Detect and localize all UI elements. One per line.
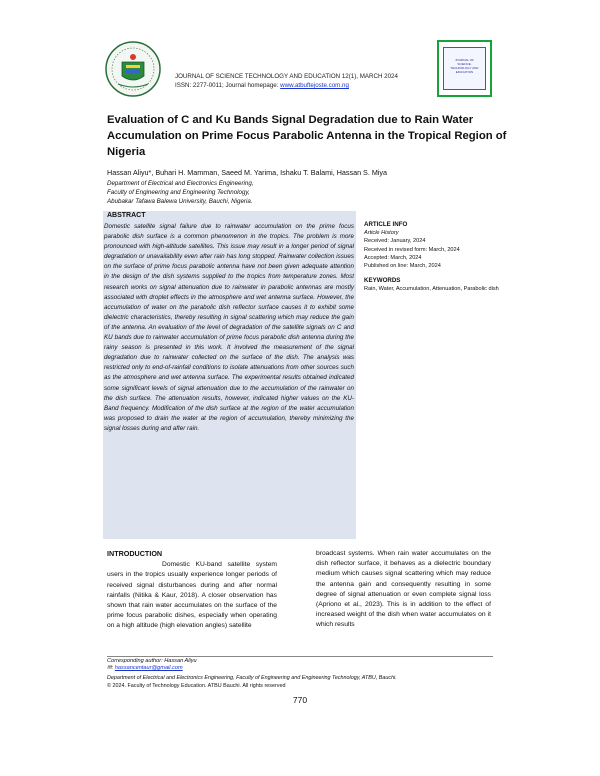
page-number: 770 xyxy=(292,695,308,705)
article-history-label: Article History xyxy=(364,230,399,237)
author-email-link[interactable]: hassancentaur@gmail.com xyxy=(114,665,183,672)
introduction-heading: INTRODUCTION xyxy=(107,549,163,558)
affiliation-department: Department of Electrical and Electronics Engineering, xyxy=(107,180,254,187)
introduction-paragraph-left: Domestic KU-band satellite system users in the tropics usually experience longer periods of received signal disturbances during and after normal rainfalls (Nitika & Kaur, 2018). A closer observation has shown that rain water accumulates on the surface of the prime focus parabolic dishes, especially when operating on a high altitude (high elevation angles) satellite xyxy=(107,561,277,630)
affiliation-faculty: Faculty of Engineering and Engineering Technology, xyxy=(107,189,250,196)
email-icon: ✉: xyxy=(107,665,115,672)
university-logo xyxy=(104,40,162,98)
received-date: Received: January, 2024 xyxy=(364,238,426,245)
author-list: Hassan Aliyu*, Buhari H. Mamman, Saeed M. Yarima, Ishaku T. Balami, Hassan S. Miya xyxy=(107,168,388,177)
abstract-text: Domestic satellite signal failure due to rainwater accumulation on the prime focus parabolic dish surface is a common phenomenon in the tropics. The problem is more pronounced with high-altitude satellites. This issue may result in a longer period of signal degradation or unavailability even after rain has long stopped. Rainwater collection issues on the surface of prime focus parabolic antenna have not been given adequate attention in the design of the dish systems supplied to the tropics from temperature zones. Most research works on signal attenuation due to rainwater in parabolic antennas are mostly associated with droplet effects in the atmosphere and wet antenna surface. However, the accumulation of water on the parabolic dish reflector surface causes it to exhibit some dielectric characteristics, thereby resulting in signal scattering which may reduce the gain of the antenna. An evaluation of the level of degradation of the satellite signals on C and KU bands due to rainwater accumulation of prime focus parabolic dish antenna during the rainy season is presented in this work. It involved the measurement of the signal degradation due to rainwater collected on the surface of the dish. The analysis was restricted only to end-of-rainfall conditions to isolate attenuations from other sources such as the atmosphere and wet antenna surface. The experimental results obtained indicated some significant levels of signal attenuation due to the accumulation of the rainwater on the dish surface. The attenuation results, however, indicated higher values on the KU-Band frequency. Modification of the dish surface at the region of the water accumulation was proposed to drain the water at the region of accumulation, thereby minimizing the signal losses during and after rain. xyxy=(104,223,354,432)
keywords-heading: KEYWORDS xyxy=(364,277,401,285)
cover-title: JOURNAL OF SCIENCE, TECHNOLOGY AND EDUCATION xyxy=(450,58,479,74)
issn-text: ISSN: 2277-0011; Journal homepage: xyxy=(175,82,281,89)
cover-panel xyxy=(443,47,486,90)
published-date: Published on line: March, 2024 xyxy=(364,263,441,270)
journal-cover-image xyxy=(437,40,492,97)
footer-divider xyxy=(107,656,493,657)
article-info-heading: ARTICLE INFO xyxy=(364,221,408,228)
footer-notes xyxy=(107,674,397,690)
corresponding-author: Corresponding author: Hassan Aliyu xyxy=(107,658,197,664)
introduction-left-column xyxy=(107,549,277,632)
accepted-date: Accepted: March, 2024 xyxy=(364,254,422,261)
corresponding-block xyxy=(107,658,197,673)
article-info xyxy=(364,221,504,294)
introduction-paragraph-right: broadcast systems. When rain water accumulates on the dish reflector surface, it behaves as a dielectric boundary medium which causes signal scattering which may reduce the antenna gain and consequently resulting in some degree of signal attenuation or even complete signal loss (Apriono et al., 2023). This is in addition to the effect of increased weight of the dish when water accumulates on it which results xyxy=(316,550,491,629)
journal-title-line: JOURNAL OF SCIENCE TECHNOLOGY AND EDUCATION 12(1), MARCH 2024 xyxy=(175,73,398,80)
article-title: Evaluation of C and Ku Bands Signal Degradation due to Rain Water Accumulation on Prime Focus Parabolic Antenna in the Tropical Region of Nigeria xyxy=(107,114,507,158)
affiliation-university: Abubakar Tafawa Balewa University, Bauchi, Nigeria. xyxy=(107,198,253,205)
abstract-heading: ABSTRACT xyxy=(107,212,146,219)
email-line xyxy=(107,665,197,672)
issn-line xyxy=(175,81,425,90)
footer-department: Department of Electrical and Electronics Engineering, Faculty of Engineering and Engineering Technology, ATBU, Bauchi. xyxy=(107,675,397,681)
keywords-list: Rain, Water, Accumulation, Attenuation, Parabolic dish xyxy=(364,286,499,293)
revised-date: Received in revised form: March, 2024 xyxy=(364,246,460,253)
journal-header xyxy=(175,72,425,90)
journal-homepage-link[interactable]: www.atbuftejoste.com.ng xyxy=(280,82,349,89)
copyright-line: © 2024. Faculty of Technology Education. ATBU Bauchi. All rights reserved xyxy=(107,683,286,689)
